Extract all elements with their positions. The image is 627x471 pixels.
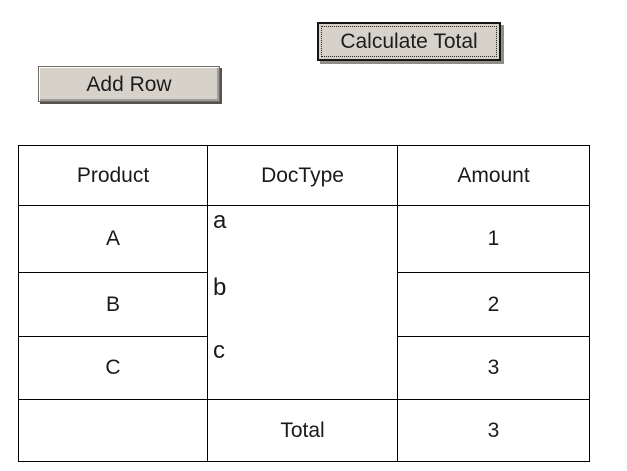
add-row-button[interactable]: Add Row [38, 66, 220, 102]
col-header-amount: Amount [398, 146, 590, 206]
total-row [19, 400, 590, 462]
product-cell: C [19, 336, 208, 399]
product-cell: A [19, 206, 208, 273]
amount-cell: 1 [398, 206, 590, 273]
products-table [18, 145, 590, 462]
col-header-doctype: DocType [208, 146, 398, 206]
table-row [19, 206, 590, 273]
col-header-product: Product [19, 146, 208, 206]
total-empty-cell [19, 400, 208, 462]
doctype-value: a [213, 207, 227, 234]
doctype-value: b [213, 274, 227, 301]
amount-cell: 2 [398, 273, 590, 336]
product-cell: B [19, 273, 208, 336]
table-header-row [19, 146, 590, 206]
doctype-merged-cell [208, 206, 398, 400]
total-label-cell: Total [208, 400, 398, 462]
calculate-total-button[interactable]: Calculate Total [317, 22, 501, 61]
doctype-value: c [213, 337, 225, 364]
total-value-cell: 3 [398, 400, 590, 462]
amount-cell: 3 [398, 336, 590, 399]
